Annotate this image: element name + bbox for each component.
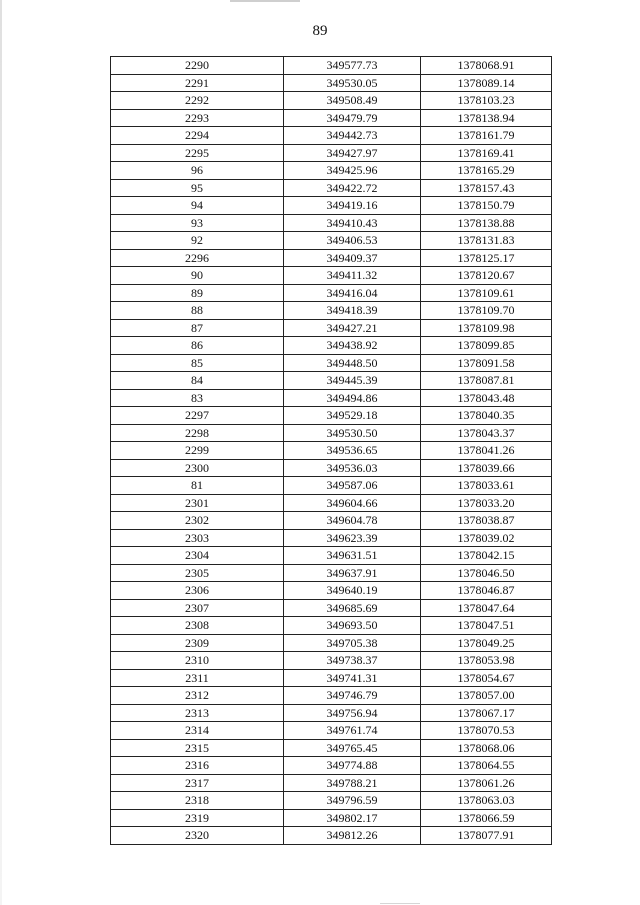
table-row	[111, 704, 552, 722]
scan-top-mark	[230, 0, 300, 2]
table-row	[111, 407, 552, 425]
table-row	[111, 319, 552, 337]
table-row	[111, 547, 552, 565]
point-number-cell: 2290	[111, 57, 284, 75]
point-number-cell: 2296	[111, 249, 284, 267]
table-row	[111, 757, 552, 775]
x-coordinate-cell: 349705.38	[284, 634, 421, 652]
x-coordinate-cell: 349746.79	[284, 687, 421, 705]
point-number-cell: 93	[111, 214, 284, 232]
table-row	[111, 424, 552, 442]
y-coordinate-cell: 1378131.83	[421, 232, 552, 250]
point-number-cell: 2317	[111, 774, 284, 792]
x-coordinate-cell: 349774.88	[284, 757, 421, 775]
point-number-cell: 2302	[111, 512, 284, 530]
y-coordinate-cell: 1378091.58	[421, 354, 552, 372]
x-coordinate-cell: 349418.39	[284, 302, 421, 320]
y-coordinate-cell: 1378061.26	[421, 774, 552, 792]
y-coordinate-cell: 1378089.14	[421, 74, 552, 92]
point-number-cell: 95	[111, 179, 284, 197]
y-coordinate-cell: 1378087.81	[421, 372, 552, 390]
x-coordinate-cell: 349631.51	[284, 547, 421, 565]
y-coordinate-cell: 1378070.53	[421, 722, 552, 740]
point-number-cell: 94	[111, 197, 284, 215]
point-number-cell: 2292	[111, 92, 284, 110]
point-number-cell: 90	[111, 267, 284, 285]
x-coordinate-cell: 349442.73	[284, 127, 421, 145]
point-number-cell: 2316	[111, 757, 284, 775]
point-number-cell: 87	[111, 319, 284, 337]
point-number-cell: 2308	[111, 617, 284, 635]
y-coordinate-cell: 1378043.48	[421, 389, 552, 407]
y-coordinate-cell: 1378109.70	[421, 302, 552, 320]
point-number-cell: 85	[111, 354, 284, 372]
x-coordinate-cell: 349802.17	[284, 809, 421, 827]
point-number-cell: 2298	[111, 424, 284, 442]
x-coordinate-cell: 349406.53	[284, 232, 421, 250]
point-number-cell: 96	[111, 162, 284, 180]
table-row	[111, 739, 552, 757]
point-number-cell: 2297	[111, 407, 284, 425]
y-coordinate-cell: 1378067.17	[421, 704, 552, 722]
x-coordinate-cell: 349419.16	[284, 197, 421, 215]
x-coordinate-cell: 349685.69	[284, 599, 421, 617]
y-coordinate-cell: 1378038.87	[421, 512, 552, 530]
table-row	[111, 127, 552, 145]
table-row	[111, 74, 552, 92]
y-coordinate-cell: 1378043.37	[421, 424, 552, 442]
y-coordinate-cell: 1378150.79	[421, 197, 552, 215]
table-row	[111, 389, 552, 407]
y-coordinate-cell: 1378047.51	[421, 617, 552, 635]
table-row	[111, 109, 552, 127]
y-coordinate-cell: 1378066.59	[421, 809, 552, 827]
point-number-cell: 2320	[111, 827, 284, 845]
x-coordinate-cell: 349494.86	[284, 389, 421, 407]
y-coordinate-cell: 1378054.67	[421, 669, 552, 687]
point-number-cell: 2306	[111, 582, 284, 600]
point-number-cell: 2319	[111, 809, 284, 827]
x-coordinate-cell: 349530.05	[284, 74, 421, 92]
point-number-cell: 88	[111, 302, 284, 320]
y-coordinate-cell: 1378138.94	[421, 109, 552, 127]
x-coordinate-cell: 349536.65	[284, 442, 421, 460]
x-coordinate-cell: 349640.19	[284, 582, 421, 600]
x-coordinate-cell: 349438.92	[284, 337, 421, 355]
coordinates-table	[110, 56, 552, 845]
table-row	[111, 57, 552, 75]
y-coordinate-cell: 1378077.91	[421, 827, 552, 845]
point-number-cell: 2303	[111, 529, 284, 547]
x-coordinate-cell: 349738.37	[284, 652, 421, 670]
table-row	[111, 337, 552, 355]
y-coordinate-cell: 1378120.67	[421, 267, 552, 285]
point-number-cell: 81	[111, 477, 284, 495]
point-number-cell: 2318	[111, 792, 284, 810]
x-coordinate-cell: 349756.94	[284, 704, 421, 722]
y-coordinate-cell: 1378063.03	[421, 792, 552, 810]
table-row	[111, 302, 552, 320]
x-coordinate-cell: 349409.37	[284, 249, 421, 267]
x-coordinate-cell: 349425.96	[284, 162, 421, 180]
table-row	[111, 529, 552, 547]
y-coordinate-cell: 1378068.91	[421, 57, 552, 75]
x-coordinate-cell: 349761.74	[284, 722, 421, 740]
y-coordinate-cell: 1378103.23	[421, 92, 552, 110]
table-row	[111, 512, 552, 530]
point-number-cell: 86	[111, 337, 284, 355]
scan-edge-mark	[0, 0, 2, 905]
point-number-cell: 83	[111, 389, 284, 407]
page-number: 89	[312, 23, 328, 39]
x-coordinate-cell: 349427.21	[284, 319, 421, 337]
y-coordinate-cell: 1378042.15	[421, 547, 552, 565]
x-coordinate-cell: 349796.59	[284, 792, 421, 810]
x-coordinate-cell: 349479.79	[284, 109, 421, 127]
point-number-cell: 2312	[111, 687, 284, 705]
table-row	[111, 92, 552, 110]
y-coordinate-cell: 1378109.98	[421, 319, 552, 337]
y-coordinate-cell: 1378057.00	[421, 687, 552, 705]
table-row	[111, 372, 552, 390]
x-coordinate-cell: 349411.32	[284, 267, 421, 285]
point-number-cell: 2311	[111, 669, 284, 687]
point-number-cell: 92	[111, 232, 284, 250]
table-row	[111, 197, 552, 215]
x-coordinate-cell: 349508.49	[284, 92, 421, 110]
y-coordinate-cell: 1378039.66	[421, 459, 552, 477]
x-coordinate-cell: 349604.78	[284, 512, 421, 530]
table-row	[111, 354, 552, 372]
scan-bottom-mark	[380, 903, 420, 904]
table-row	[111, 599, 552, 617]
y-coordinate-cell: 1378068.06	[421, 739, 552, 757]
table-row	[111, 179, 552, 197]
x-coordinate-cell: 349623.39	[284, 529, 421, 547]
table-row	[111, 267, 552, 285]
y-coordinate-cell: 1378046.50	[421, 564, 552, 582]
y-coordinate-cell: 1378047.64	[421, 599, 552, 617]
table-row	[111, 144, 552, 162]
table-row	[111, 249, 552, 267]
y-coordinate-cell: 1378157.43	[421, 179, 552, 197]
table-row	[111, 809, 552, 827]
x-coordinate-cell: 349693.50	[284, 617, 421, 635]
x-coordinate-cell: 349448.50	[284, 354, 421, 372]
x-coordinate-cell: 349741.31	[284, 669, 421, 687]
x-coordinate-cell: 349536.03	[284, 459, 421, 477]
x-coordinate-cell: 349604.66	[284, 494, 421, 512]
point-number-cell: 2300	[111, 459, 284, 477]
y-coordinate-cell: 1378041.26	[421, 442, 552, 460]
point-number-cell: 2309	[111, 634, 284, 652]
table-row	[111, 459, 552, 477]
y-coordinate-cell: 1378039.02	[421, 529, 552, 547]
y-coordinate-cell: 1378125.17	[421, 249, 552, 267]
point-number-cell: 2301	[111, 494, 284, 512]
y-coordinate-cell: 1378053.98	[421, 652, 552, 670]
table-row	[111, 162, 552, 180]
coordinates-table-body	[111, 57, 552, 845]
point-number-cell: 84	[111, 372, 284, 390]
x-coordinate-cell: 349427.97	[284, 144, 421, 162]
point-number-cell: 2315	[111, 739, 284, 757]
x-coordinate-cell: 349788.21	[284, 774, 421, 792]
point-number-cell: 2313	[111, 704, 284, 722]
point-number-cell: 2307	[111, 599, 284, 617]
table-row	[111, 687, 552, 705]
table-row	[111, 564, 552, 582]
table-row	[111, 774, 552, 792]
table-row	[111, 669, 552, 687]
x-coordinate-cell: 349422.72	[284, 179, 421, 197]
table-row	[111, 214, 552, 232]
x-coordinate-cell: 349416.04	[284, 284, 421, 302]
y-coordinate-cell: 1378161.79	[421, 127, 552, 145]
y-coordinate-cell: 1378169.41	[421, 144, 552, 162]
point-number-cell: 2304	[111, 547, 284, 565]
y-coordinate-cell: 1378165.29	[421, 162, 552, 180]
table-row	[111, 442, 552, 460]
table-row	[111, 284, 552, 302]
x-coordinate-cell: 349445.39	[284, 372, 421, 390]
point-number-cell: 89	[111, 284, 284, 302]
table-row	[111, 617, 552, 635]
point-number-cell: 2291	[111, 74, 284, 92]
y-coordinate-cell: 1378046.87	[421, 582, 552, 600]
y-coordinate-cell: 1378033.61	[421, 477, 552, 495]
point-number-cell: 2294	[111, 127, 284, 145]
table-row	[111, 792, 552, 810]
x-coordinate-cell: 349410.43	[284, 214, 421, 232]
y-coordinate-cell: 1378049.25	[421, 634, 552, 652]
table-row	[111, 634, 552, 652]
table-row	[111, 477, 552, 495]
x-coordinate-cell: 349530.50	[284, 424, 421, 442]
point-number-cell: 2314	[111, 722, 284, 740]
y-coordinate-cell: 1378138.88	[421, 214, 552, 232]
x-coordinate-cell: 349637.91	[284, 564, 421, 582]
x-coordinate-cell: 349587.06	[284, 477, 421, 495]
point-number-cell: 2310	[111, 652, 284, 670]
point-number-cell: 2295	[111, 144, 284, 162]
x-coordinate-cell: 349529.18	[284, 407, 421, 425]
table-row	[111, 582, 552, 600]
y-coordinate-cell: 1378109.61	[421, 284, 552, 302]
y-coordinate-cell: 1378040.35	[421, 407, 552, 425]
y-coordinate-cell: 1378099.85	[421, 337, 552, 355]
table-row	[111, 494, 552, 512]
point-number-cell: 2293	[111, 109, 284, 127]
point-number-cell: 2305	[111, 564, 284, 582]
x-coordinate-cell: 349812.26	[284, 827, 421, 845]
y-coordinate-cell: 1378064.55	[421, 757, 552, 775]
point-number-cell: 2299	[111, 442, 284, 460]
table-row	[111, 232, 552, 250]
table-row	[111, 827, 552, 845]
y-coordinate-cell: 1378033.20	[421, 494, 552, 512]
x-coordinate-cell: 349577.73	[284, 57, 421, 75]
x-coordinate-cell: 349765.45	[284, 739, 421, 757]
table-row	[111, 722, 552, 740]
table-row	[111, 652, 552, 670]
